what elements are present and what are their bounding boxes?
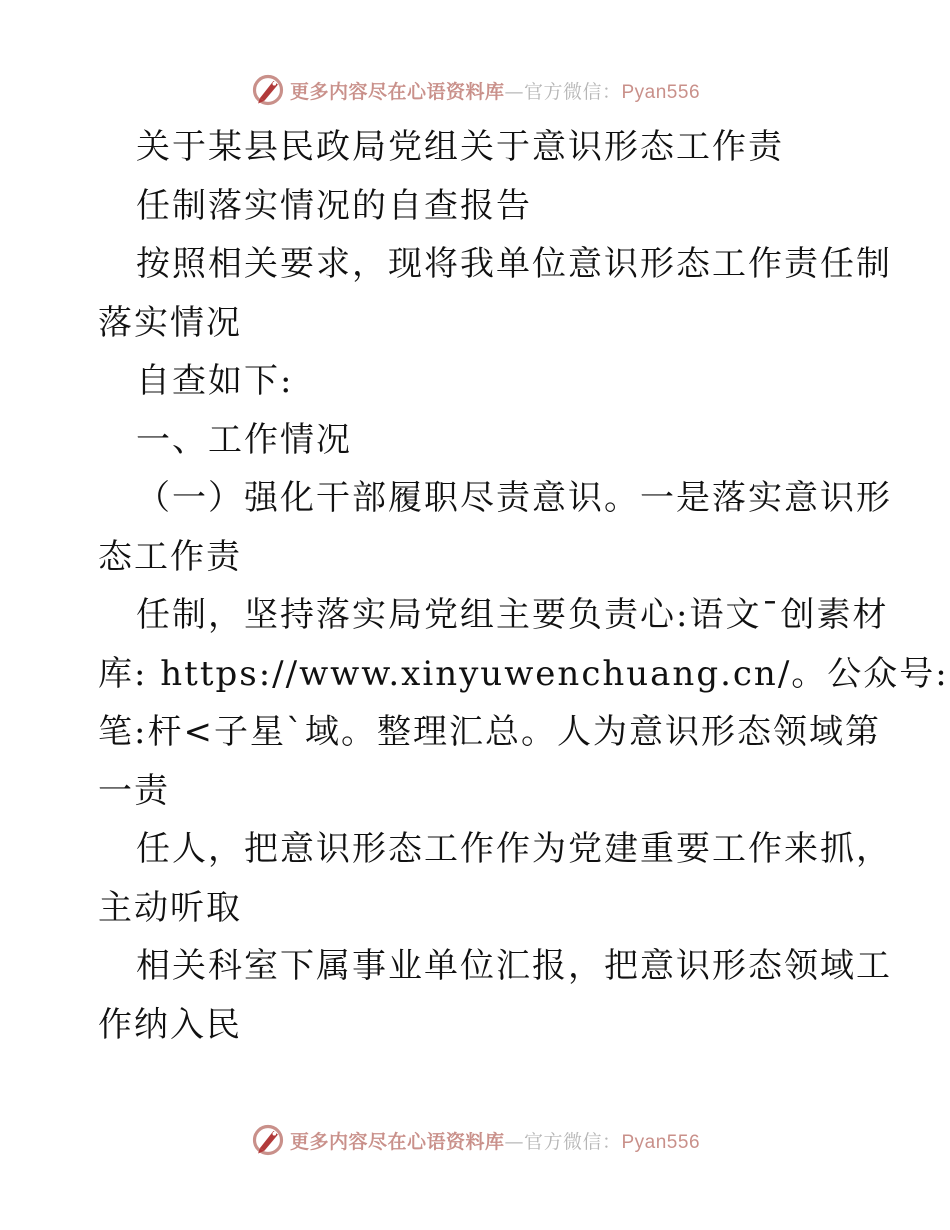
- text-line: 关于某县民政局党组关于意识形态工作责: [136, 127, 784, 167]
- text-line: 任制，坚持落实局党组主要负责心:语文¯创素材: [136, 595, 889, 635]
- text-line: 态工作责: [98, 536, 242, 577]
- text-line: 任制落实情况的自查报告: [136, 185, 532, 226]
- text-line: 相关科室下属事业单位汇报，把意识形态领域工: [136, 946, 892, 986]
- text-line: 自查如下:: [136, 361, 294, 401]
- text-line: 任人，把意识形态工作作为党建重要工作来抓，: [136, 829, 892, 869]
- text-line: 笔:杆<子星`域。整理汇总。人为意识形态领域第: [98, 712, 881, 752]
- text-line: 一、工作情况: [136, 419, 352, 460]
- text-line: （一）强化干部履职尽责意识。一是落实意识形: [136, 478, 892, 518]
- header-watermark: [0, 68, 950, 112]
- watermark-text: 更多内容尽在心语资料库—官方微信：Pyan556: [289, 80, 701, 103]
- text-line: 按照相关要求，现将我单位意识形态工作责任制: [136, 244, 892, 284]
- text-line: 落实情况: [98, 302, 242, 343]
- footer-watermark: [0, 1118, 950, 1162]
- text-line: 库: https://www.xinyuwenchuang.cn/。公众号:: [98, 653, 949, 694]
- watermark-text: 更多内容尽在心语资料库—官方微信：Pyan556: [289, 1130, 701, 1153]
- text-line: 一责: [98, 770, 170, 811]
- pen-nib-logo-icon: [250, 72, 286, 108]
- pen-nib-logo-icon: [250, 1122, 286, 1158]
- text-line: 主动听取: [98, 887, 242, 928]
- text-line: 作纳入民: [98, 1004, 242, 1045]
- document-body: [98, 118, 949, 1054]
